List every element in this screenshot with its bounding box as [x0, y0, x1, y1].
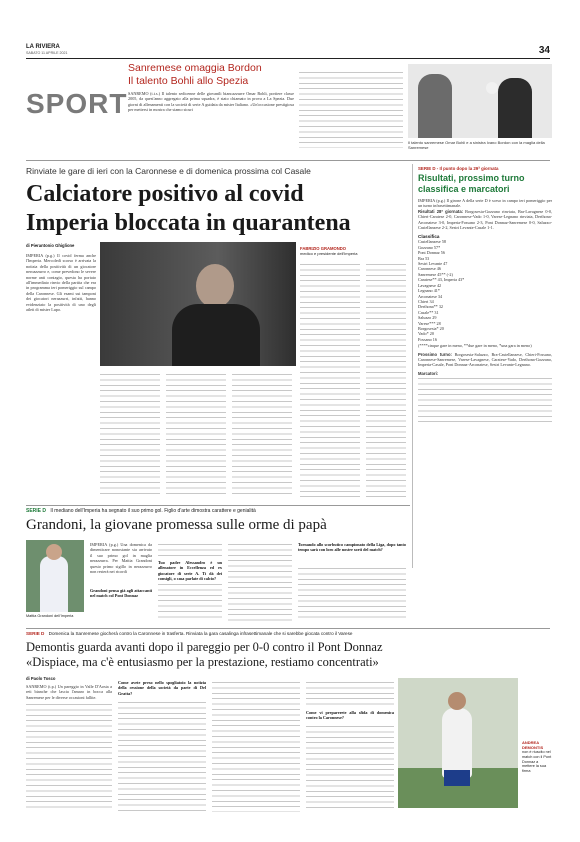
standings-list: [418, 239, 552, 342]
grandoni-kicker-tag: SERIE D: [26, 508, 47, 514]
results-body: IMPERIA (p.g.) Il girone A della serie D è sceso in campo ieri pomeriggio per un turno infrasettimanale.: [418, 198, 552, 209]
risultati-text: Borgosesia-Gozzano rinviata, Bra-Lavagnese 0-0, Chieri-Caratese 2-0, Caronnese-Vado 1-0, Varese-Legnano rinviata, Derthona-Arconatese 3-0, Imperia-Fossano 2-3, Pont Donnaz-Sanremese 0-0, Saluzzo-Castellanzese 2-2, Sestri Levante-Casale 1-1.: [418, 208, 553, 231]
main-body: IMPERIA (p.g.) Il covid ferma anche l'Imperia. Mercoledì scorso è arrivata la notizia della positività di un giocatore neroazzurro e, come prevedono le severe norme anti contagio, questa ha portato all'immediato rinvio della partita che era in programma ieri pomeriggio sul campo della Caronnese. Gli esami sui tamponi dei giocatori nerazzurri, infatti, hanno evidenziato la positività di uno degli atleti di mister Lupo.: [26, 253, 96, 313]
player-figure-left: [418, 74, 452, 138]
risultati-title: Risultati 28ª giornata:: [418, 208, 464, 214]
right-column-divider: [412, 164, 413, 568]
standing-row: Borgosesia* 20: [418, 325, 444, 331]
main-headline-2: Imperia bloccata in quarantena: [26, 210, 351, 236]
standing-row: Gozzano 57*: [418, 244, 441, 250]
demontis-col-1: [26, 702, 112, 812]
grandoni-top-rule: [26, 505, 410, 506]
standing-row: Vado* 20: [418, 331, 434, 337]
standing-row: Legnano 41*: [418, 288, 440, 294]
demontis-kicker-tag: SERIE D: [26, 631, 45, 636]
prossimo-text: Borgosesia-Saluzzo, Bra-Castellanzese, Chieri-Fossano, Caronnese-Sanremese, Varese-Lavagnese, Caratese-Vado, Derthona-Gozzano, Imperia-Casale, Pont Donnaz-Arconatese, Sestri Levante-Legnano.: [418, 351, 552, 368]
main-kicker: Rinviate le gare di ieri con la Caronnese e di domenica prossima col Casale: [26, 166, 311, 176]
demontis-byline: di Paolo Tosco: [26, 676, 56, 681]
standing-row: Chieri 34: [418, 298, 434, 304]
grandoni-col-4: [298, 566, 406, 622]
demontis-headline-2: «Dispiace, ma c'è entusiasmo per la prestazione, restiamo concentrati»: [26, 655, 379, 669]
standing-row: Casale** 31: [418, 309, 439, 315]
top-story: [128, 62, 294, 152]
masthead-date: SABATO 11 APRILE 2021: [26, 51, 68, 55]
standing-row: Varese*** 28: [418, 320, 441, 326]
results-headline: Risultati, prossimo turno classifica e marcatori: [418, 173, 525, 194]
results-kicker: SERIE D - Il punto dopo la 29ª giornata: [418, 166, 499, 171]
player-figure-right: [498, 78, 532, 138]
grandoni-pullquote: [90, 588, 152, 599]
marcatori-title: Marcatori:: [418, 370, 439, 376]
demontis-caption-name: ANDREA DEMONTIS: [522, 740, 544, 750]
top-photo-caption: Il talento sanremese Omar Bohli e a sinistra Ivano Bordon con la maglia della Sanremese: [408, 140, 545, 150]
demontis-col-3: [212, 680, 300, 812]
grandoni-question-1: Tuo padre Alessandro è un allenatore in Eccellenza ed ex giocatore di serie A. Ti dà dei consigli, o casa parlate di calcio?: [158, 560, 222, 582]
standing-row: Castellanzese 58: [418, 239, 447, 245]
goalkeeper-glove: [486, 82, 498, 94]
marcatori-text: [418, 376, 552, 426]
standing-row: Pont Donnaz 56: [418, 250, 445, 256]
top-divider: [26, 160, 550, 161]
demontis-kicker: Domenica la Sanremese giocherà contro la Caronnese in trasferta. Rinviata la gara casalinga infrasettimanale che si sarebbe giocata contro il Varese: [48, 631, 353, 636]
grandoni-col-2-bottom: [158, 582, 222, 622]
grandoni-player-body: [40, 556, 68, 612]
prossimo-block: [418, 352, 552, 368]
demontis-kicker-line: [26, 631, 550, 636]
top-headline-2: Il talento Bohli allo Spezia: [128, 75, 249, 87]
page-number: 34: [538, 45, 550, 56]
grandoni-lead: [90, 542, 152, 622]
standings-note: (****cinque gare in meno, **due gare in meno, *una gara in meno): [418, 343, 532, 349]
standing-row: Saluzzo 29: [418, 315, 437, 321]
standing-row: Sanremese 45** (-2): [418, 271, 453, 277]
grandoni-kicker: Il mediano dell'Imperia ha segnato il suo primo gol. Figlio d'arte dimostra carattere e genialità: [50, 508, 256, 514]
demontis-photo-caption: [522, 740, 552, 774]
masthead-rule: [26, 58, 550, 59]
top-story-photo: [408, 64, 552, 138]
grandoni-col-3: [228, 542, 292, 622]
demontis-col-4-top: [306, 680, 394, 708]
grandoni-photo-caption: Mattia Grandoni dell'Imperia: [26, 614, 74, 618]
top-story-continued: [299, 70, 403, 148]
prossimo-title: Prossimo turno:: [418, 351, 452, 357]
demontis-player-body: [442, 708, 472, 778]
grandoni-player-head: [46, 544, 62, 560]
demontis-player-head: [448, 692, 466, 710]
person-body: [172, 304, 260, 366]
demontis-photo: [398, 678, 518, 808]
demontis-col-2: [118, 700, 206, 812]
main-byline: di Pierantonio Ghiglione: [26, 243, 75, 248]
top-lead: SANREMO (t.t.s.) Il talento sedicenne delle giovanili biancazzurre Omar Bohli, portiere classe 2005, da quest'anno aggregato alla prima squadra, è stato chiamato in prova a La Spezia. Due giorni di allenamenti con la società di serie A guidata da mister Italiano. «Un'occasione prestigiosa per mettersi in mostra che siamo sicuri: [128, 91, 294, 113]
demontis-question-2: Come vi preparerete alla sfida di domenica contro la Caronnese?: [306, 710, 394, 721]
standing-row: Caratese** 43, Imperia 43*: [418, 277, 465, 283]
results-block: [418, 209, 552, 231]
classifica-title: Classifica: [418, 234, 440, 240]
grandoni-pullquote-text: Grandoni pensa già agli attaccanti nel match col Pont Donnaz: [90, 588, 152, 599]
masthead: [26, 44, 550, 58]
person-head: [196, 264, 234, 308]
grandoni-kicker-line: [26, 508, 410, 514]
main-col-3: [166, 372, 226, 498]
standing-row: Sestri Levante 47: [418, 261, 448, 267]
standing-row: Caronnese 46: [418, 266, 441, 272]
demontis-lead: SANREMO (t.p.) Un pareggio in Valle D'Aosta a reti bianche che lascia l'amaro in bocca alla Sanremese per le diverse occasioni fallite.: [26, 684, 112, 700]
grandoni-headline: Grandoni, la giovane promessa sulle orme di papà: [26, 517, 327, 533]
demontis-player-shorts: [444, 770, 470, 786]
serie-d-results-box: [418, 166, 552, 566]
main-photo-caption-name: FABRIZIO GRAMONDO: [300, 246, 347, 251]
grandoni-lead-text: IMPERIA (p.g.) Una domenica da dimenticare nonostante sia arrivato il suo primo gol in maglia nerazzurra. Per Mattia Grandoni questo primo sigillo in nerazzurro non resterà nei ricordi: [90, 542, 152, 575]
grandoni-subhead: Tornando allo scorbutico campionato della Liga, dopo tanto tempo sarà con loro alle nostre sorti del match?: [298, 542, 406, 553]
sport-section-label: SPORT: [26, 88, 128, 119]
main-col-2: [100, 372, 160, 498]
standing-row: Fossano 16: [418, 336, 437, 342]
main-photo-caption: [300, 246, 400, 256]
demontis-top-rule: [26, 628, 550, 629]
demontis-question-1: Come avete preso nello spogliatoio la notizia della cessione della società da parte di Del Gratta?: [118, 680, 206, 696]
main-col-5: [300, 262, 360, 498]
grandoni-photo: [26, 540, 84, 612]
masthead-paper: LA RIVIERA: [26, 44, 60, 50]
main-photo: [100, 242, 296, 366]
demontis-headline-1: Demontis guarda avanti dopo il pareggio per 0-0 contro il Pont Donnaz: [26, 640, 383, 654]
main-col-6: [366, 262, 406, 498]
standing-row: Arconatese 34: [418, 293, 443, 299]
standing-row: Lavagnese 42: [418, 282, 442, 288]
standing-row: Bra 53: [418, 255, 430, 261]
demontis-col-4-bottom: [306, 724, 394, 812]
demontis-caption-text: non è riuscito nel match con il Pont Donnaz a mettere la sua firma: [522, 750, 552, 774]
main-headline-1: Calciatore positivo al covid: [26, 181, 304, 207]
main-col-4: [232, 372, 292, 498]
main-photo-caption-role: medico e presidente dell'Imperia: [300, 251, 358, 256]
grandoni-col-2-top: [158, 542, 222, 558]
top-headline-1: Sanremese omaggia Bordon: [128, 62, 262, 74]
standing-row: Derthona** 32: [418, 304, 444, 310]
